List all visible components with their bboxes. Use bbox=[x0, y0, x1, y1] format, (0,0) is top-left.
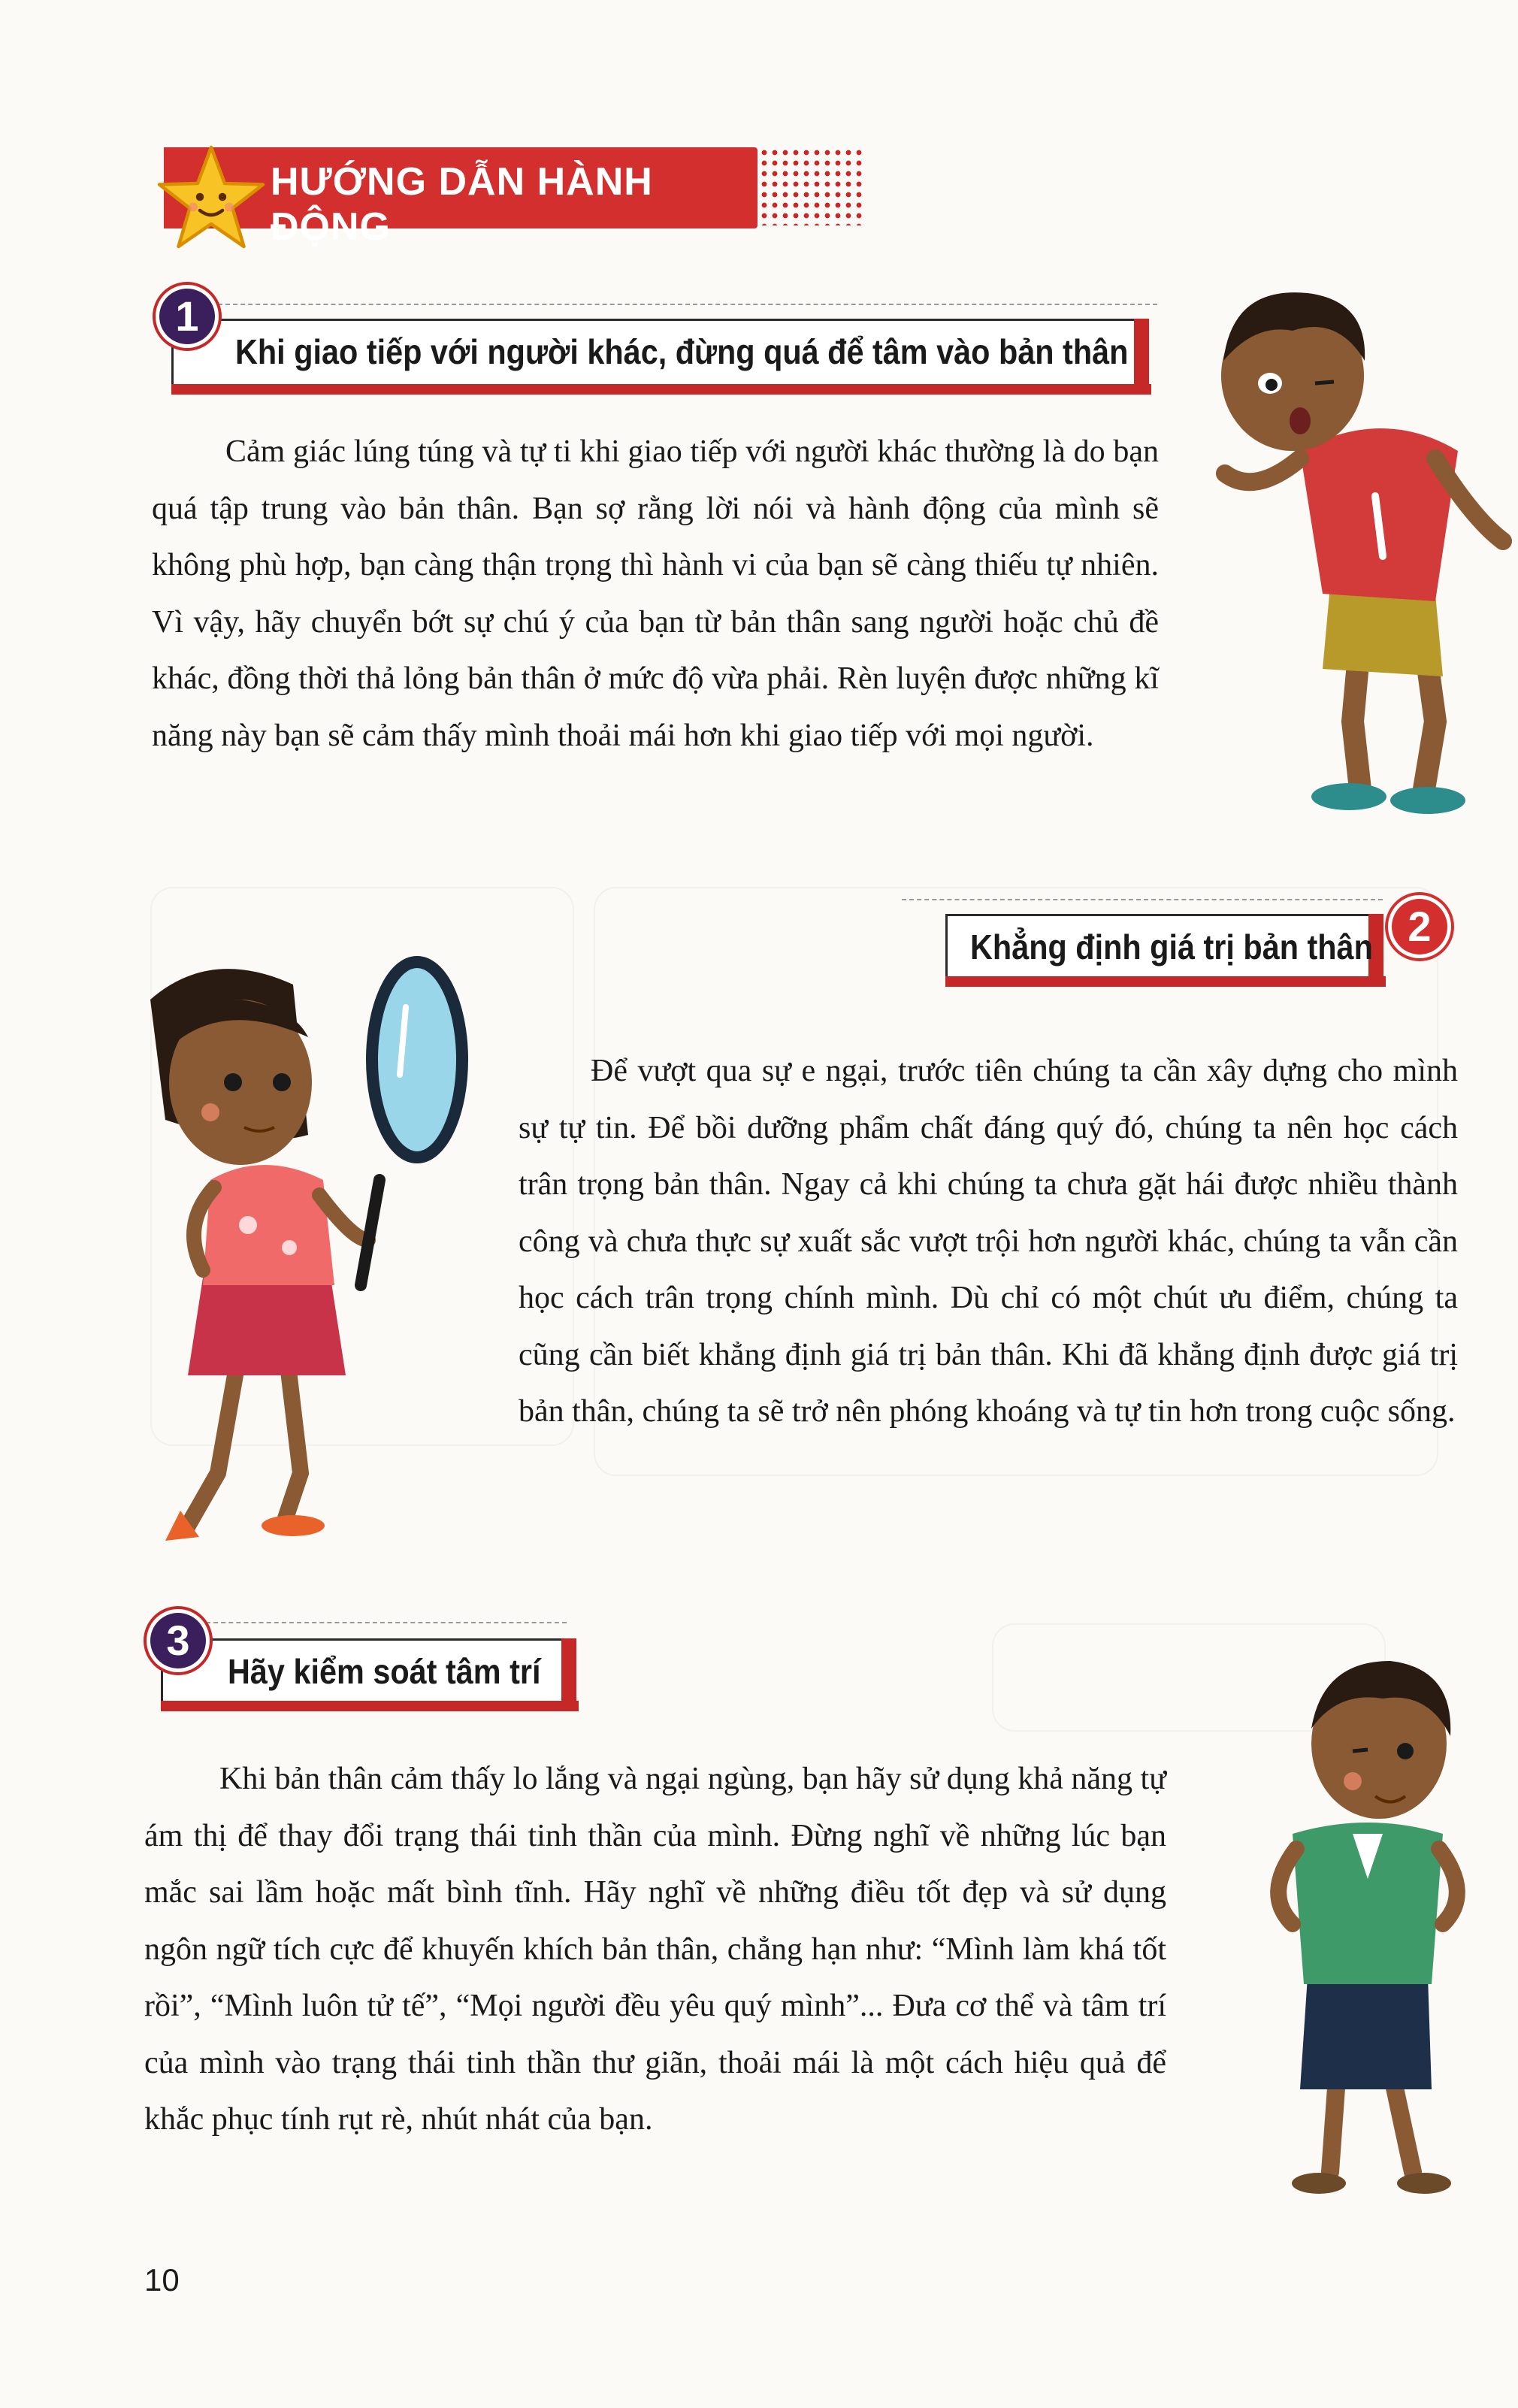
section-2-paragraph: Để vượt qua sự e ngại, trước tiên chúng ta cần xây dựng cho mình sự tự tin. Để bồi dưỡng phẩm chất đáng quý đó, chúng ta nên học cách trân trọng bản thân. Ngay cả khi chúng ta chưa gặt hái được nhiều thành công và chưa thực sự xuất sắc vượt trội hơn người khác, chúng ta vẫn cần học cách trân trọng chính mình. Dù chỉ có một chút ưu điểm, chúng ta cũng cần biết khẳng định giá trị bản thân. Khi đã khẳng định được giá trị bản thân, chúng ta sẽ trở nên phóng khoáng và tự tin hơn trong cuộc sống. bbox=[519, 1054, 1458, 1429]
heading-rule bbox=[218, 304, 1157, 305]
section-3-heading-box bbox=[161, 1638, 564, 1703]
section-3-body bbox=[144, 1751, 1166, 2149]
heading-rule bbox=[206, 1622, 567, 1623]
section-1-paragraph: Cảm giác lúng túng và tự ti khi giao tiếp với người khác thường là do bạn quá tập trung vào bản thân. Bạn sợ rằng lời nói và hành động của mình sẽ không phù hợp, bạn càng thận trọng thì hành vi của bạn sẽ càng thiếu tự nhiên. Vì vậy, hãy chuyển bớt sự chú ý của bạn từ bản thân sang người hoặc chủ đề khác, đồng thời thả lỏng bản thân ở mức độ vừa phải. Rèn luyện được những kĩ năng này bạn sẽ cảm thấy mình thoải mái hơn khi giao tiếp với mọi người. bbox=[152, 434, 1159, 753]
section-1-body bbox=[152, 424, 1159, 764]
section-3-number: 3 bbox=[150, 1613, 206, 1668]
confident-boy-illustration bbox=[1240, 1646, 1488, 2217]
section-2-heading-box bbox=[945, 914, 1371, 979]
section-1-heading: Khi giao tiếp với người khác, đừng quá để tâm vào bản thân bbox=[235, 332, 1129, 371]
banner-dot-pattern bbox=[759, 147, 864, 225]
section-1-number: 1 bbox=[159, 289, 215, 344]
heading-rule bbox=[902, 899, 1383, 900]
banner-title: HƯỚNG DẪN HÀNH ĐỘNG bbox=[271, 160, 653, 249]
section-3-paragraph: Khi bản thân cảm thấy lo lắng và ngại ngùng, bạn hãy sử dụng khả năng tự ám thị để thay đổi trạng thái tinh thần của mình. Đừng nghĩ về những lúc bạn mắc sai lầm hoặc mất bình tĩnh. Hãy nghĩ về những điều tốt đẹp và sử dụng ngôn ngữ tích cực để khuyến khích bản thân, chẳng hạn như: “Mình làm khá tốt rồi”, “Mình luôn tử tế”, “Mọi người đều yêu quý mình”... Đưa cơ thể và tâm trí của mình vào trạng thái tinh thần thư giãn, thoải mái là một cách hiệu quả để khắc phục tính rụt rè, nhút nhát của bạn. bbox=[144, 1762, 1166, 2137]
page-number: 10 bbox=[144, 2262, 180, 2298]
section-2-heading: Khẳng định giá trị bản thân bbox=[970, 927, 1373, 967]
girl-with-mirror-illustration bbox=[120, 954, 481, 1556]
leaning-boy-illustration bbox=[1187, 271, 1518, 827]
section-2-body bbox=[519, 1043, 1458, 1441]
section-2-number: 2 bbox=[1392, 899, 1447, 954]
section-3-heading: Hãy kiểm soát tâm trí bbox=[228, 1652, 541, 1691]
smiling-star-icon bbox=[155, 143, 268, 256]
section-1-heading-box bbox=[171, 319, 1136, 386]
